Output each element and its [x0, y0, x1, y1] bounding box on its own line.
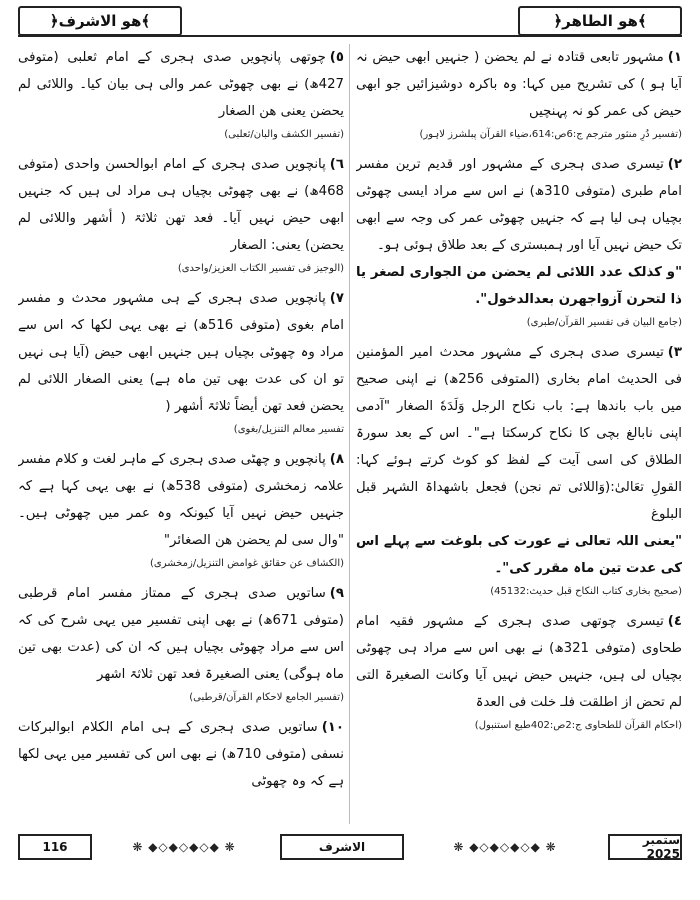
- item-text: ساتویں صدی ہجری کے ہی امام الکلام ابوالبرکات نسفی (متوفی 710ھ) نے بھی اس کی تفسیر میں یہی لکھا ہے کہ وہ چھوٹی: [18, 720, 344, 789]
- item-paragraph: [18, 446, 344, 554]
- footer-issue-date: ستمبر 2025: [608, 834, 682, 860]
- item-quote: "یعنی اللہ تعالی نے عورت کی بلوغت سے پہلے اس کی عدت تین ماہ مقرر کی"۔: [356, 534, 682, 576]
- page-header: [18, 6, 682, 36]
- left-column: [18, 44, 344, 824]
- item-paragraph: [18, 714, 344, 795]
- item-reference: (الکشاف عن حقائق غوامض التنزیل/زمخشری): [150, 558, 344, 569]
- item-reference: (صحیح بخاری کتاب النکاح قبل حدیث:45132): [490, 586, 682, 597]
- footer-ornament-right: ❋ ◆◇◆◇◆◇◆ ❋: [453, 840, 557, 854]
- item-number: ٦): [329, 157, 344, 172]
- item-reference: (تفسیر الجامع لاحکام القرآن/قرطبی): [189, 692, 344, 703]
- article-item: [18, 44, 344, 145]
- item-number: ٥): [329, 50, 344, 65]
- item-paragraph: [356, 339, 682, 528]
- page-number: 116: [18, 834, 92, 860]
- article-item: [356, 151, 682, 333]
- article-item: [18, 580, 344, 708]
- article-item: [18, 151, 344, 279]
- item-reference: (تفسیر دُرِ منثور مترجم ج:6ص:614،ضیاء القرآن پبلشرز لاہور): [419, 129, 682, 140]
- item-text: پانچویں و چھٹی صدی ہجری کے ماہر لغت و کلام مفسر علامہ زمخشری (متوفی 538ھ) نے بھی یہی کہا ہے کہ جنہیں حیض نہیں آیا کیونکہ وہ عمر میں چھوٹی ہیں۔ "وال سی لم یحضن ھن الصغائر": [18, 452, 344, 548]
- item-number: ٤): [667, 614, 682, 629]
- item-number: ١٠): [321, 720, 344, 735]
- article-item: [356, 44, 682, 145]
- item-reference: (تفسیر الکشف والبان/ثعلبی): [224, 129, 344, 140]
- item-text: پانچویں صدی ہجری کے امام ابوالحسن واحدی (متوفی 468ھ) نے بھی چھوٹی بچیاں ہی مراد لی ہیں کہ جنہیں ابھی حیض نہیں آیا۔ فعد تھن ثلاثۃ ( أشھر واللائی لم یحضن) یعنی: الصغار: [18, 157, 344, 253]
- item-number: ٧): [329, 291, 344, 306]
- item-reference: (الوجیز فی تفسیر الکتاب العزیز/واحدی): [177, 263, 344, 274]
- item-paragraph: [356, 44, 682, 125]
- item-paragraph: [356, 608, 682, 716]
- item-quote: "و کذلک عدد اللائی لم یحضن من الجواری لصغر یا ذا لتحرن آزواجھرن بعدالدخول".: [356, 265, 682, 307]
- header-right-title: ﴾ھو الطاھر﴿: [518, 6, 682, 36]
- header-left-title: ﴾ھو الاشرف﴿: [18, 6, 182, 36]
- item-number: ٣): [667, 345, 682, 360]
- article-item: [18, 446, 344, 574]
- item-reference: (جامع البیان فی تفسیر القرآن/طبری): [526, 317, 682, 328]
- item-reference: تفسیر معالم التنزیل/بغوی): [233, 424, 344, 435]
- item-text: پانچویں صدی ہجری کے ہی مشہور محدث و مفسر امام بغوی (متوفی 516ھ) نے بھی یہی لکھا کہ اس سے مراد وہ چھوٹی بچیاں ہیں جنہیں ابھی حیض (آیا ہی نہیں تو ان کی عدت بھی تین ماہ ہے) یعنی الصغار اللائی لم یحضن فعد تھن أیضاً ثلاثۃ أشھر (: [18, 291, 344, 414]
- column-divider: [349, 44, 350, 824]
- item-reference: (احکام القرآن للطحاوی ج:2ص:402طبع استنبول): [474, 720, 682, 731]
- article-item: [18, 285, 344, 440]
- item-paragraph: [356, 151, 682, 259]
- article-item: [356, 339, 682, 602]
- item-text: مشہور تابعی قتادہ نے لم یحضن ( جنہیں ابھی حیض نہ آیا ہو ) کی تشریح میں کہا: وہ باکرہ دوشیزائیں جو ابھی حیض کی عمر کو نہ پہنچیں: [356, 50, 682, 119]
- item-paragraph: [18, 44, 344, 125]
- item-number: ٩): [329, 586, 344, 601]
- footer-magazine-name: الاشرف: [280, 834, 404, 860]
- item-number: ٢): [667, 157, 682, 172]
- item-paragraph: [18, 580, 344, 688]
- right-column: [356, 44, 682, 824]
- item-text: تیسری صدی ہجری کے مشہور محدث امیر المؤمنین فی الحدیث امام بخاری (المتوفی 256ھ) نے اپنی صحیح میں باب باندھا ہے: باب نکاح الرجل وَلَدَهٗ الصغار "آدمی اپنی نابالغ بچی کا نکاح کرسکتا ہے"۔ اس کے بعد سورۃ الطلاق کی اسی آیت کے لفظ کو کوٹ کرتے ہوئے کہا: القولِ تعَالیٰ:(وَاللائی تم نجن) فجعل باشھداۃ الشہر قبل البلوغ: [356, 345, 682, 522]
- item-paragraph: [18, 151, 344, 259]
- header-rule: [18, 35, 682, 37]
- item-text: ساتویں صدی ہجری کے ممتاز مفسر امام قرطبی (متوفی 671ھ) نے بھی اپنی تفسیر میں یہی شرح کی کہ اس سے مراد چھوٹی بچیاں ہیں کہ ان کی (عدت بھی تین ماہ ہوگی) یعنی الصغیرۃ فعد تھن ثلاثۃ اشھر: [18, 586, 344, 682]
- item-text: تیسری چوتھی صدی ہجری کے مشہور فقیہ امام طحاوی (متوفی 321ھ) نے بھی اس سے مراد ہی چھوٹی بچیاں لی ہیں، جنہیں حیض نہیں آیا وکانت الصغیرۃ التی لم تحض از اطلقت فلـ خلت فی العدۃ: [356, 614, 682, 710]
- item-number: ٨): [329, 452, 344, 467]
- article-item: [18, 714, 344, 795]
- item-number: ١): [667, 50, 682, 65]
- footer-ornament-left: ❋ ◆◇◆◇◆◇◆ ❋: [132, 840, 236, 854]
- article-item: [356, 608, 682, 736]
- page-footer: [18, 834, 682, 860]
- item-text: تیسری صدی ہجری کے مشہور اور قدیم ترین مفسر امام طبری (متوفی 310ھ) نے اس سے مراد ایسی چھوٹی بچیاں ہی لیا ہے کہ جنہیں چھوٹی عمر کی وجہ سے ابھی تک حیض نہیں آیا اور ہمبستری کے بعد طلاق ہوئی ہو۔: [356, 157, 682, 253]
- item-text: چوتھی پانچویں صدی ہجری کے امام ثعلبی (متوفی 427ھ) نے بھی چھوٹی عمر والی ہی بیان کیا۔ واللائی لم یحضن یعنی ھن الصغار: [18, 50, 344, 119]
- item-paragraph: [18, 285, 344, 420]
